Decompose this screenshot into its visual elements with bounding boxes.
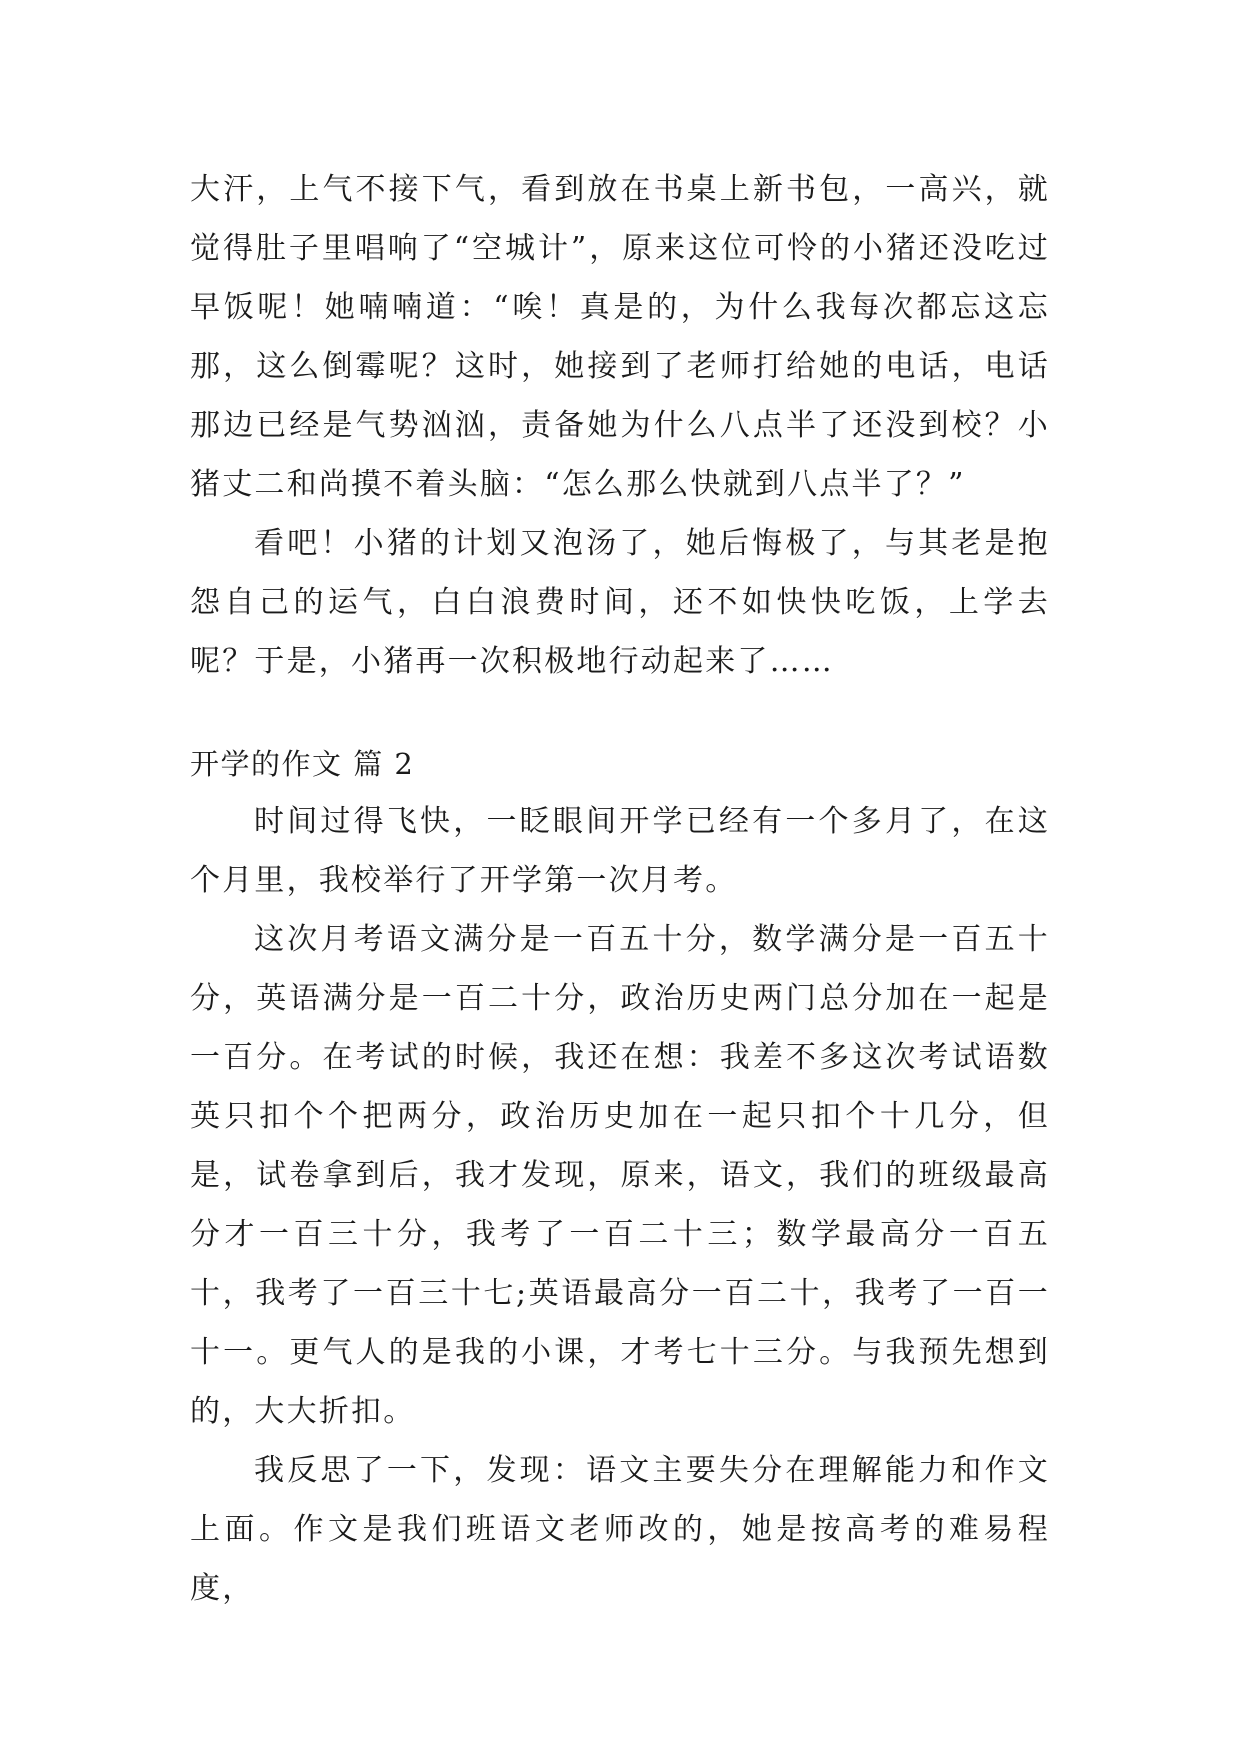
paragraph-continuation: 大汗，上气不接下气，看到放在书桌上新书包，一高兴，就觉得肚子里唱响了“空城计”，原来这位可怜的小猪还没吃过早饭呢！她喃喃道：“唉！真是的，为什么我每次都忘这忘那，这么倒霉呢？这时，她接到了老师打给她的电话，电话那边已经是气势汹汹，责备她为什么八点半了还没到校？小猪丈二和尚摸不着头脑：“怎么那么快就到八点半了？”	[190, 172, 1050, 502]
essay-heading: 开学的作文 篇 2	[190, 747, 415, 781]
document-page	[190, 160, 1050, 1618]
paragraph-exam-scores: 这次月考语文满分是一百五十分，数学满分是一百五十分，英语满分是一百二十分，政治历史两门总分加在一起是一百分。在考试的时候，我还在想：我差不多这次考试语数英只扣个个把两分，政治历史加在一起只扣个十几分，但是，试卷拿到后，我才发现，原来，语文，我们的班级最高分才一百三十分，我考了一百二十三；数学最高分一百五十，我考了一百三十七;英语最高分一百二十，我考了一百一十一。更气人的是我的小课，才考七十三分。与我预先想到的，大大折扣。	[190, 922, 1050, 1429]
paragraph-regret: 看吧！小猪的计划又泡汤了，她后悔极了，与其老是抱怨自己的运气，白白浪费时间，还不如快快吃饭，上学去呢？于是，小猪再一次积极地行动起来了……	[190, 526, 1050, 679]
paragraph-reflection: 我反思了一下，发现：语文主要失分在理解能力和作文上面。作文是我们班语文老师改的，她是按高考的难易程度，	[190, 1453, 1050, 1606]
paragraph-time-flies: 时间过得飞快，一眨眼间开学已经有一个多月了，在这个月里，我校举行了开学第一次月考。	[190, 804, 1050, 898]
